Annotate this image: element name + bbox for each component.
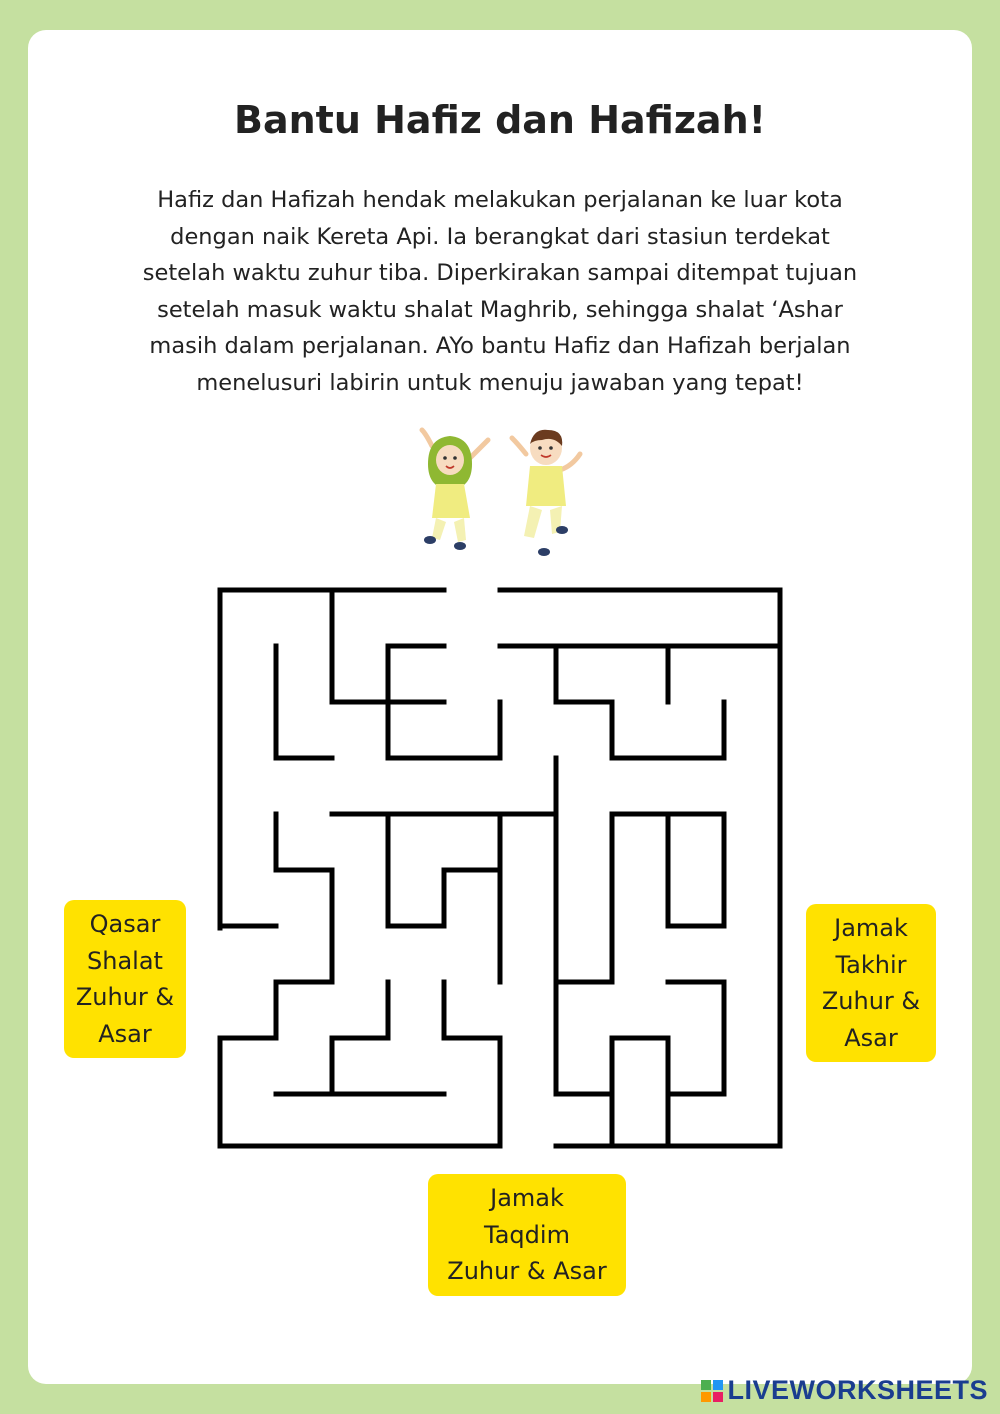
answer-line: Zuhur & Asar: [447, 1257, 607, 1285]
intro-line: dengan naik Kereta Api. Ia berangkat dari stasiun terdekat: [170, 223, 830, 250]
liveworksheets-brand[interactable]: [701, 1375, 988, 1406]
children-jumping-icon: [410, 426, 590, 562]
intro-line: setelah waktu zuhur tiba. Diperkirakan sampai ditempat tujuan: [142, 260, 858, 286]
answer-line: Jamak: [490, 1184, 564, 1212]
answer-line: Taqdim: [484, 1220, 570, 1249]
intro-line: menelusuri labirin untuk menuju jawaban yang tepat!: [196, 369, 804, 396]
answer-jamak-taqdim[interactable]: [428, 1174, 626, 1296]
answer-line: Shalat: [87, 946, 163, 975]
answer-line: Takhir: [835, 950, 907, 979]
intro-line: setelah masuk waktu shalat Maghrib, sehingga shalat ‘Ashar: [157, 296, 843, 323]
answer-line: Zuhur &: [821, 987, 921, 1015]
intro-line: masih dalam perjalanan. AYo bantu Hafiz dan Hafizah berjalan: [149, 333, 851, 359]
answer-line: Asar: [844, 1023, 898, 1052]
answer-line: Jamak: [834, 914, 908, 942]
answer-line: Asar: [98, 1019, 152, 1048]
answer-line: Qasar: [89, 910, 161, 938]
liveworksheets-logo-icon: [701, 1380, 723, 1402]
intro-paragraph: [70, 182, 930, 401]
intro-line: Hafiz dan Hafizah hendak melakukan perjalanan ke luar kota: [157, 187, 843, 213]
answer-qasar[interactable]: [64, 900, 186, 1058]
page-title: Bantu Hafiz dan Hafizah!: [234, 98, 766, 142]
answer-line: Zuhur &: [75, 983, 175, 1011]
answer-jamak-takhir[interactable]: [806, 904, 936, 1062]
boy-figure: [512, 430, 580, 556]
brand-text: LIVEWORKSHEETS: [727, 1375, 988, 1405]
girl-figure: [422, 430, 488, 550]
